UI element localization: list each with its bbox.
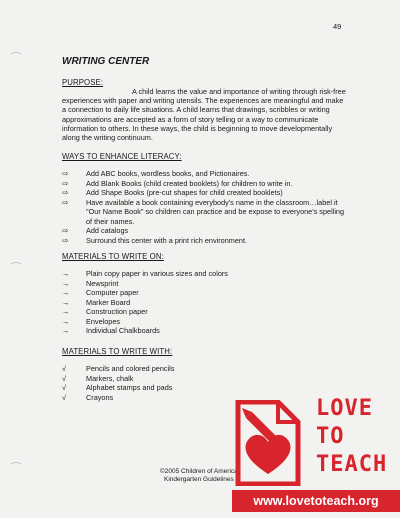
- arrow-bullet-icon: ⇨: [62, 169, 69, 178]
- logo-word-love: LOVE: [316, 396, 373, 421]
- footer-line-2: Kindergarten Guidelines: [164, 476, 234, 483]
- list-item: ⇨ Add ABC books, wordless books, and Pictionaires.: [62, 169, 250, 178]
- write-on-list: [62, 269, 322, 336]
- list-item: ⇨ Surround this center with a print rich environment.: [62, 235, 248, 245]
- footer-credit: [160, 468, 238, 484]
- pencil-heart-icon: [232, 400, 302, 486]
- page-number: 49: [333, 22, 342, 31]
- arrow-bullet-icon: ⇨: [62, 226, 69, 235]
- list-item: → Construction paper: [62, 307, 148, 316]
- list-item: ⇨ Add Shape Books (pre-cut shapes for child created booklets): [62, 188, 283, 197]
- list-item: √ Markers, chalk: [62, 373, 134, 383]
- list-item: √ Pencils and colored pencils: [62, 364, 175, 373]
- hole-punch-mark: [10, 462, 22, 469]
- hole-punch-mark: [10, 262, 22, 269]
- footer-line-1: ©2005 Children of America: [160, 468, 238, 475]
- list-item: → Plain copy paper in various sizes and colors: [62, 269, 228, 278]
- list-item: → Individual Chalkboards: [62, 326, 160, 335]
- check-bullet-icon: √: [62, 383, 67, 392]
- purpose-text: A child learns the value and importance of writing through risk-free experiences with paper and writing utensils. The experiences are meaningful and make a connection to daily life situations. A child learns that drawings, scribbles or writing approximations are accepted as a form of story telling or a way to communicate information to others. In these ways, the child is beginning to move developmentally along the writing continuum.: [62, 87, 346, 143]
- arrow-bullet-icon: →: [62, 307, 70, 316]
- arrow-bullet-icon: →: [62, 278, 70, 288]
- list-item: ⇨ Have available a book containing everybody's name in the classroom…label it "Our Name Book" so children can practice and be expose to everyone's spelling of their names.: [62, 197, 345, 226]
- arrow-bullet-icon: →: [62, 269, 70, 278]
- arrow-bullet-icon: →: [62, 297, 70, 307]
- purpose-heading: PURPOSE:: [62, 78, 104, 87]
- arrow-bullet-icon: ⇨: [62, 235, 69, 245]
- purpose-paragraph: [62, 87, 348, 142]
- arrow-bullet-icon: ⇨: [62, 197, 69, 207]
- arrow-bullet-icon: →: [62, 326, 70, 335]
- list-item: √ Crayons: [62, 392, 114, 402]
- list-item: → Newsprint: [62, 278, 119, 288]
- check-bullet-icon: √: [62, 364, 67, 373]
- logo-word-teach: TEACH: [316, 452, 388, 477]
- list-item: → Marker Board: [62, 297, 131, 307]
- list-item: → Computer paper: [62, 288, 139, 297]
- list-item: ⇨ Add catalogs: [62, 226, 129, 235]
- enhance-heading: WAYS TO ENHANCE LITERACY:: [62, 152, 182, 161]
- list-item: ⇨ Add Blank Books (child created booklets) for children to write in.: [62, 178, 293, 188]
- arrow-bullet-icon: →: [62, 288, 70, 297]
- arrow-bullet-icon: ⇨: [62, 188, 69, 197]
- page-title: WRITING CENTER: [62, 56, 150, 67]
- list-item: √ Alphabet stamps and pads: [62, 383, 173, 392]
- list-item: → Envelopes: [62, 316, 121, 326]
- logo-word-to: TO: [316, 424, 345, 449]
- love-to-teach-logo: [232, 394, 400, 518]
- write-on-heading: MATERIALS TO WRITE ON:: [62, 252, 164, 261]
- arrow-bullet-icon: ⇨: [62, 178, 69, 188]
- check-bullet-icon: √: [62, 392, 67, 402]
- hole-punch-mark: [10, 52, 22, 59]
- write-with-heading: MATERIALS TO WRITE WITH:: [62, 347, 173, 356]
- check-bullet-icon: √: [62, 373, 67, 383]
- logo-url-banner: www.lovetoteach.org: [232, 490, 400, 512]
- arrow-bullet-icon: →: [62, 316, 70, 326]
- enhance-list: [62, 169, 352, 245]
